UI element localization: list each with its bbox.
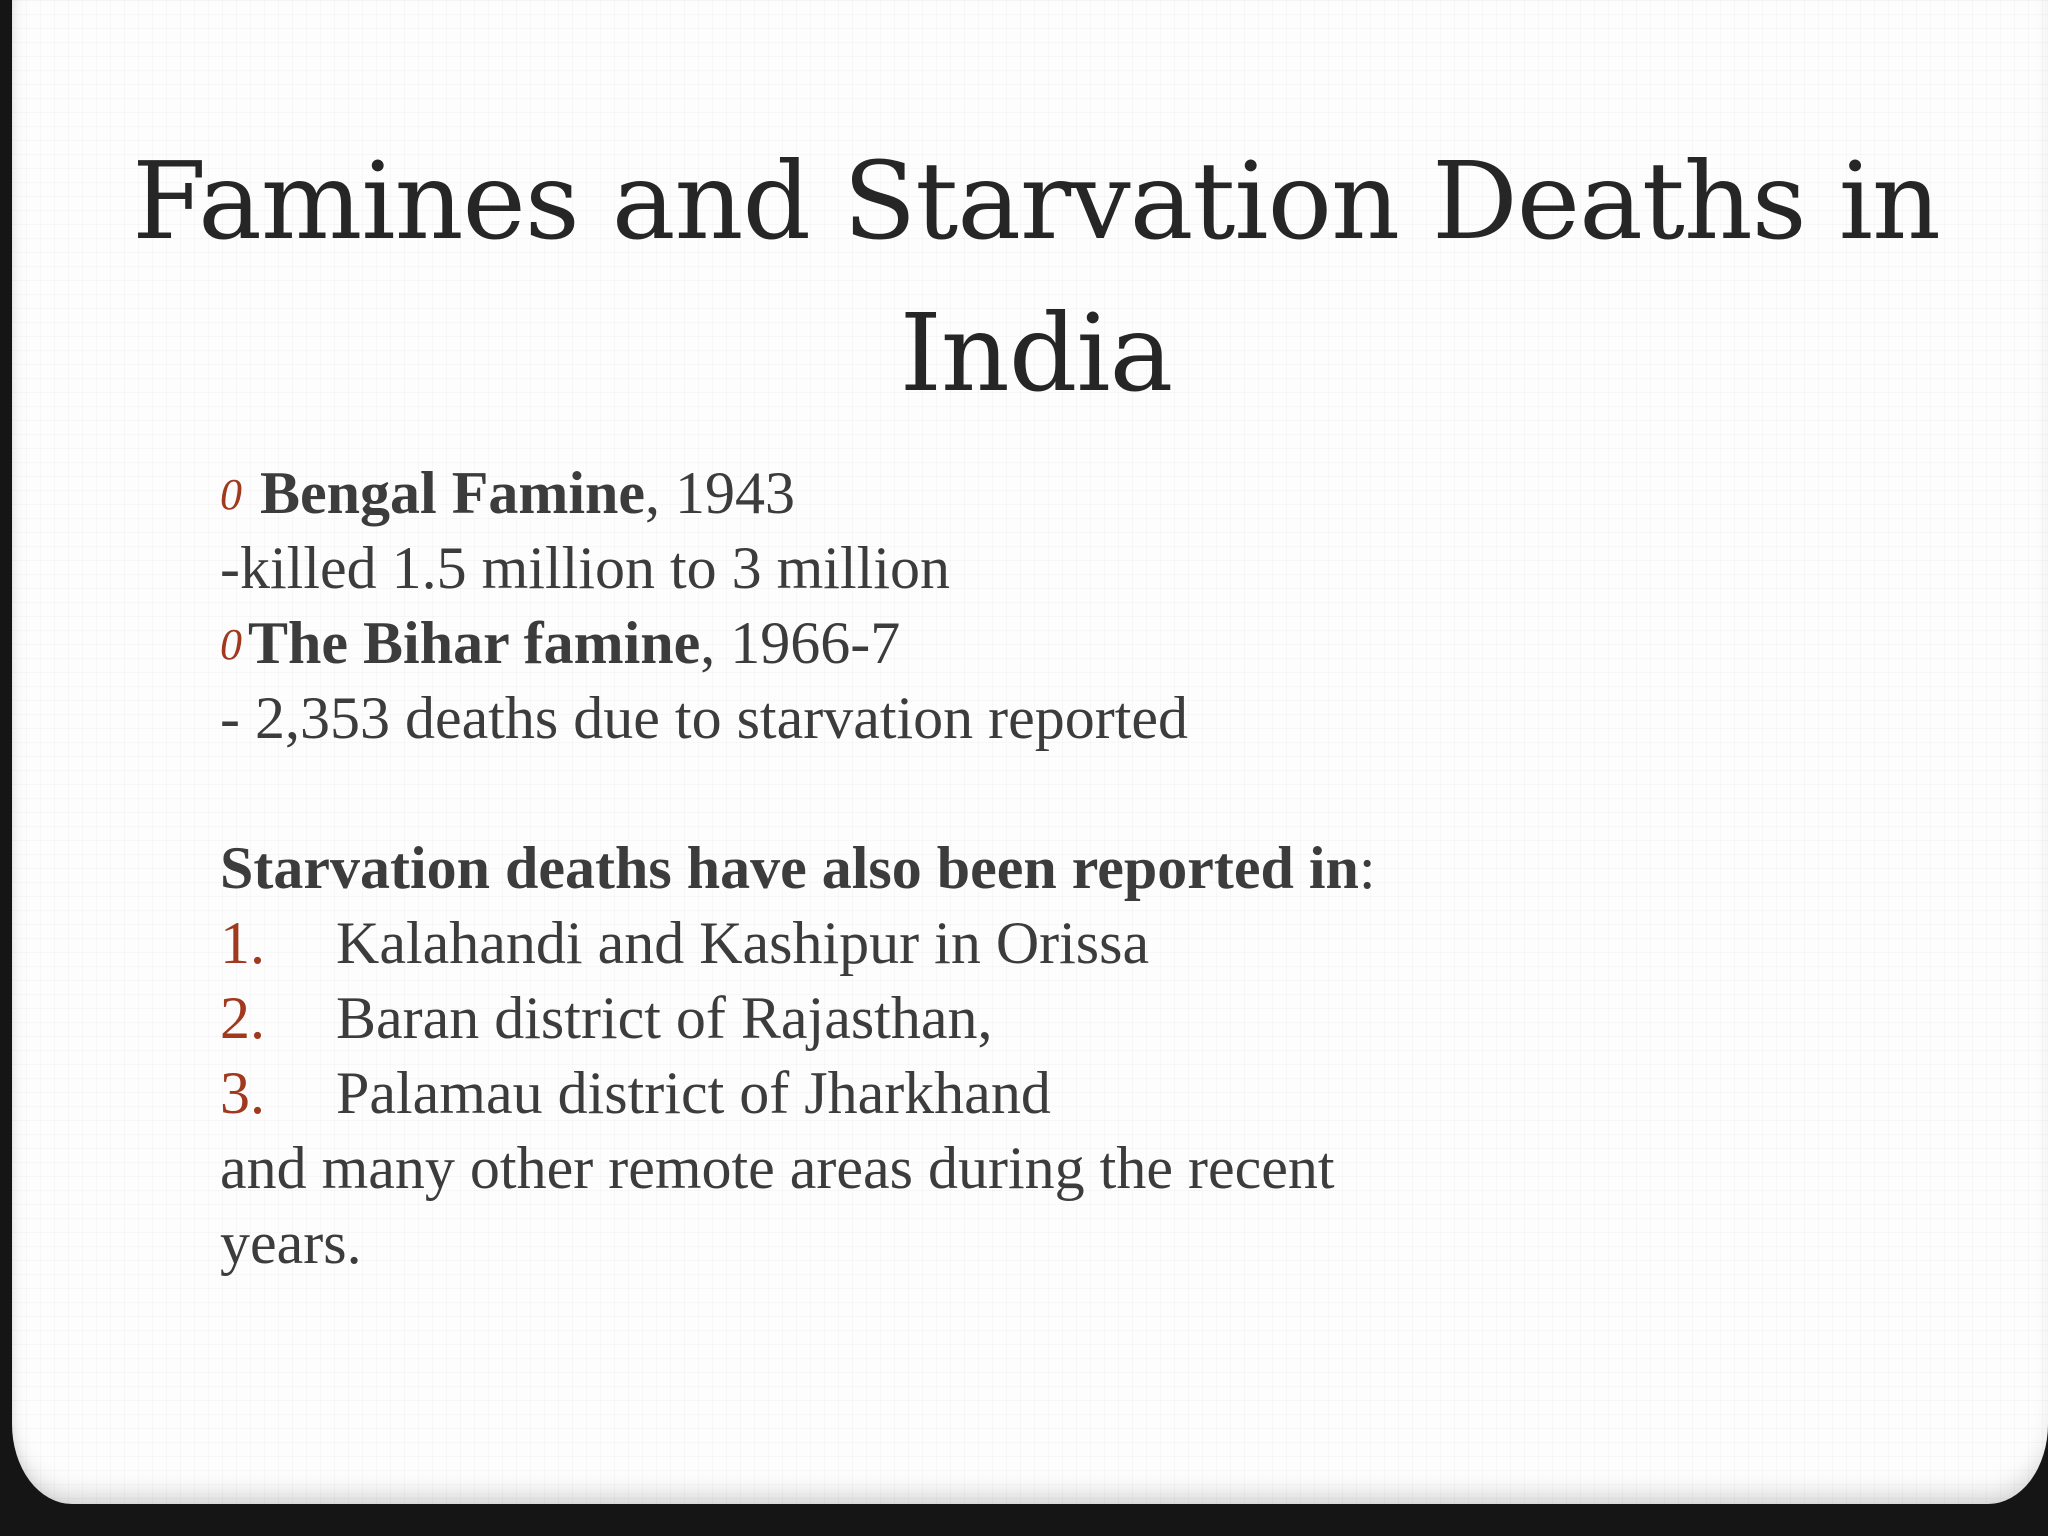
bullet-item-bengal [220,456,1920,531]
slide-title: Famines and Starvation Deaths in India [132,140,1940,416]
list-text: Palamau district of Jharkhand [336,1060,1051,1126]
list-number: 3. [220,1060,265,1126]
list-item [220,906,1920,981]
closing-line: and many other remote areas during the recent [220,1135,1335,1201]
list-text: Baran district of Rajasthan, [336,985,993,1051]
reported-colon: : [1358,835,1376,901]
item-heading: The Bihar famine [248,610,701,676]
list-text: Kalahandi and Kashipur in Orissa [336,910,1150,976]
item-heading: Bengal Famine [260,460,645,526]
bullet-marker-icon: 0 [220,620,242,669]
closing-line: years. [220,1210,362,1276]
bullet-marker-icon: 0 [220,470,242,519]
bullet-item-bihar [220,606,1920,681]
slide-body [220,456,1920,1281]
item-detail: -killed 1.5 million to 3 million [220,535,950,601]
list-number: 1. [220,910,265,976]
reported-heading: Starvation deaths have also been reported in [220,835,1359,901]
list-item [220,1056,1920,1131]
list-item [220,981,1920,1056]
item-detail: - 2,353 deaths due to starvation reported [220,685,1189,751]
slide [12,0,2048,1504]
item-suffix: , 1943 [645,460,795,526]
list-number: 2. [220,985,265,1051]
item-suffix: , 1966-7 [700,610,901,676]
reported-heading-line [220,831,1920,906]
spacer [220,756,1920,831]
